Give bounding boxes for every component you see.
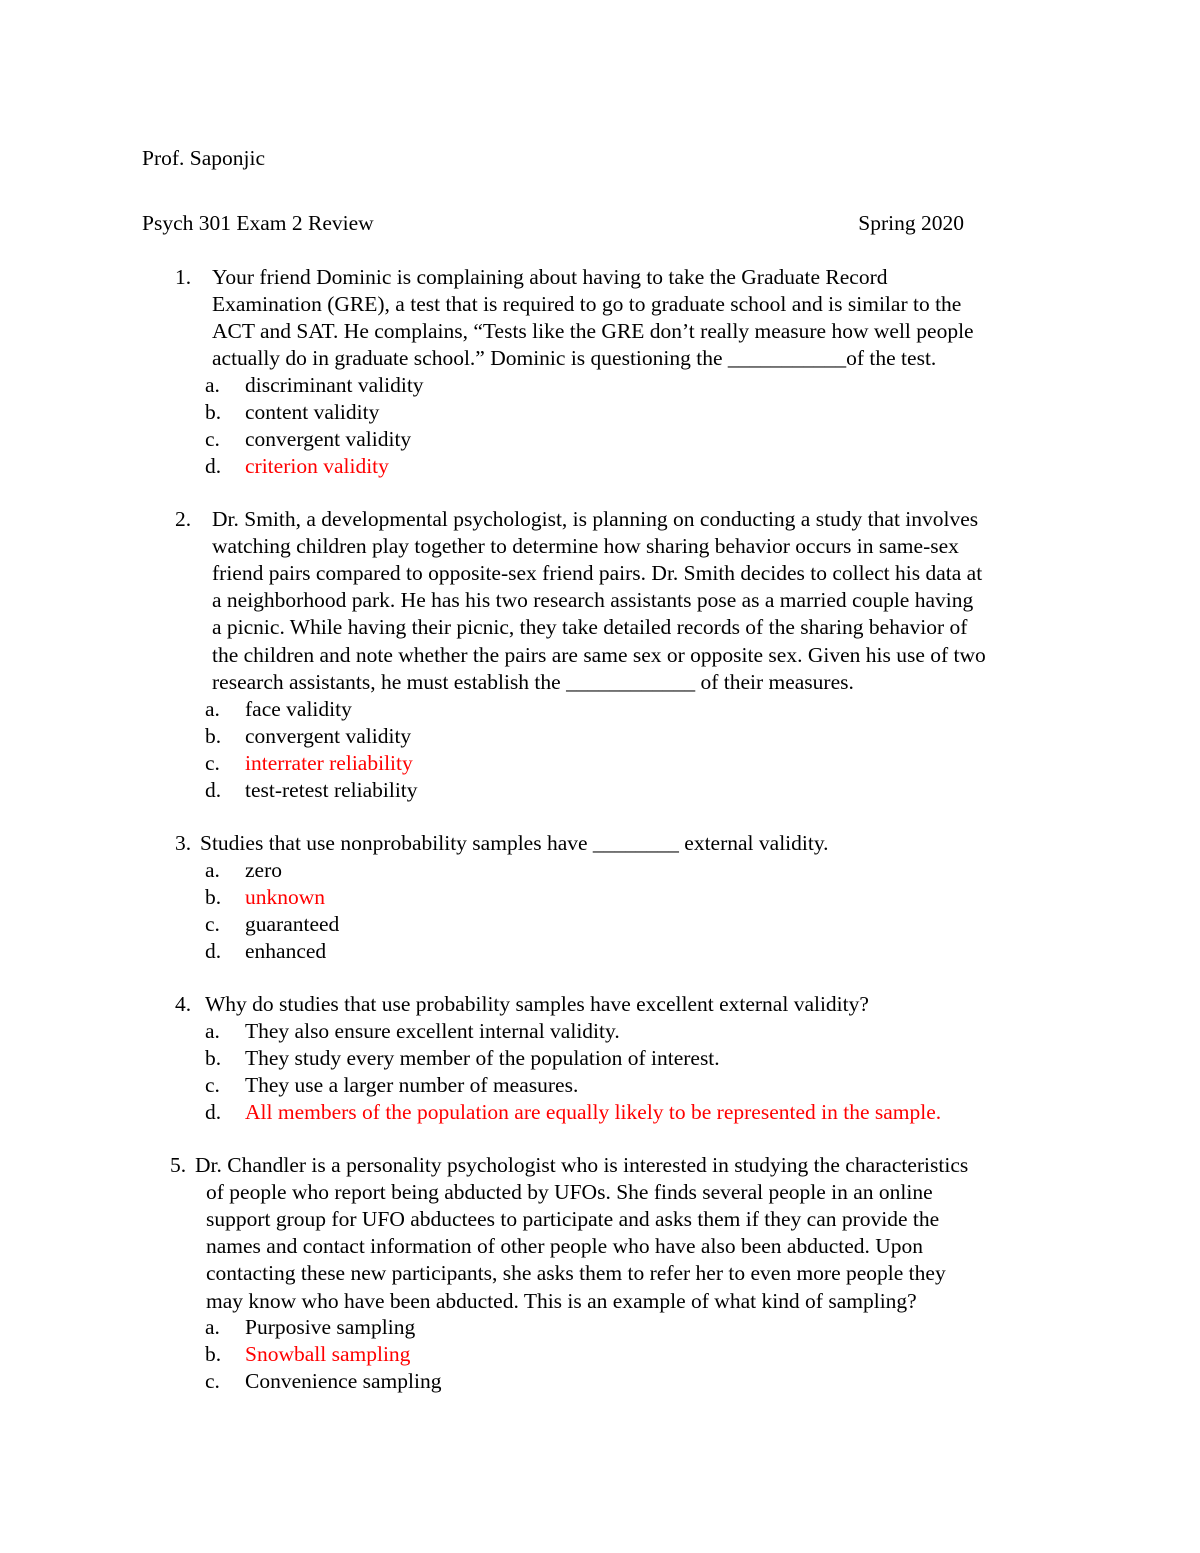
question-text-line: Studies that use nonprobability samples have ________ external validity. — [200, 831, 829, 855]
question-text-line: Dr. Chandler is a personality psychologist who is interested in studying the characteristics — [195, 1153, 969, 1177]
question-text-line: Why do studies that use probability samples have excellent external validity? — [205, 992, 869, 1016]
question-number: 4. — [175, 992, 192, 1016]
question-text-line: of people who report being abducted by UFOs. She finds several people in an online — [206, 1180, 933, 1205]
question-text-line: contacting these new participants, she asks them to refer her to even more people they — [206, 1261, 946, 1286]
question-text-line: watching children play together to determine how sharing behavior occurs in same-sex — [212, 534, 959, 559]
question-text-line: actually do in graduate school.” Dominic is questioning the ___________of the test. — [212, 346, 937, 371]
choice-letter: d. — [205, 1100, 222, 1125]
choice-text: guaranteed — [245, 912, 340, 937]
question-text-line: Your friend Dominic is complaining about having to take the Graduate Record — [212, 265, 888, 289]
question-text-line: a picnic. While having their picnic, they take detailed records of the sharing behavior of — [212, 615, 968, 640]
choice-letter: c. — [205, 751, 220, 776]
choice-letter: a. — [205, 1019, 220, 1043]
choice-text: content validity — [245, 400, 380, 425]
choice-letter: d. — [205, 939, 222, 964]
choice-text: enhanced — [245, 939, 327, 964]
choice-letter: b. — [205, 1046, 222, 1071]
question-text-line: research assistants, he must establish the ____________ of their measures. — [212, 669, 854, 694]
correct-answer-text: Snowball sampling — [245, 1342, 411, 1367]
choice-letter: a. — [205, 858, 220, 882]
choice-text: They also ensure excellent internal validity. — [245, 1019, 620, 1043]
choice-text: face validity — [245, 697, 352, 721]
choice-text: test-retest reliability — [245, 778, 418, 803]
term-label: Spring 2020 — [858, 211, 964, 235]
correct-answer-text: All members of the population are equally likely to be represented in the sample. — [245, 1100, 942, 1125]
choice-letter: c. — [205, 1369, 220, 1394]
choice-letter: a. — [205, 1315, 220, 1339]
choice-letter: c. — [205, 912, 220, 937]
correct-answer-text: unknown — [245, 885, 326, 910]
choice-text: convergent validity — [245, 724, 412, 749]
choice-letter: d. — [205, 454, 222, 479]
correct-answer-text: criterion validity — [245, 454, 389, 479]
choice-letter: a. — [205, 697, 220, 721]
choice-text: They study every member of the population of interest. — [245, 1046, 720, 1071]
choice-letter: b. — [205, 724, 222, 749]
question-number: 1. — [175, 265, 192, 289]
question-text-line: ACT and SAT. He complains, “Tests like the GRE don’t really measure how well people — [212, 319, 974, 344]
question-number: 2. — [175, 507, 192, 531]
question-text-line: a neighborhood park. He has his two research assistants pose as a married couple having — [212, 588, 974, 613]
choice-text: Convenience sampling — [245, 1369, 442, 1394]
question-text-line: names and contact information of other people who have also been abducted. Upon — [206, 1234, 924, 1259]
choice-text: zero — [245, 858, 282, 882]
question-text-line: may know who have been abducted. This is an example of what kind of sampling? — [206, 1288, 917, 1313]
question-number: 5. — [170, 1153, 187, 1177]
choice-letter: d. — [205, 778, 222, 803]
question-text-line: support group for UFO abductees to participate and asks them if they can provide the — [206, 1207, 940, 1232]
question-number: 3. — [175, 831, 192, 855]
course-title: Psych 301 Exam 2 Review — [142, 211, 374, 235]
choice-letter: b. — [205, 885, 222, 910]
choice-letter: b. — [205, 400, 222, 425]
question-text-line: Dr. Smith, a developmental psychologist, is planning on conducting a study that involves — [212, 507, 979, 531]
question-text-line: friend pairs compared to opposite-sex friend pairs. Dr. Smith decides to collect his data at — [212, 561, 983, 586]
choice-letter: c. — [205, 427, 220, 452]
choice-text: discriminant validity — [245, 373, 424, 397]
choice-text: They use a larger number of measures. — [245, 1073, 579, 1098]
professor-name: Prof. Saponjic — [142, 146, 266, 170]
choice-text: Purposive sampling — [245, 1315, 416, 1339]
question-text-line: Examination (GRE), a test that is required to go to graduate school and is similar to the — [212, 292, 962, 317]
choice-letter: a. — [205, 373, 220, 397]
choice-letter: b. — [205, 1342, 222, 1367]
correct-answer-text: interrater reliability — [245, 751, 413, 776]
question-text-line: the children and note whether the pairs are same sex or opposite sex. Given his use of two — [212, 642, 986, 667]
choice-text: convergent validity — [245, 427, 412, 452]
choice-letter: c. — [205, 1073, 220, 1098]
